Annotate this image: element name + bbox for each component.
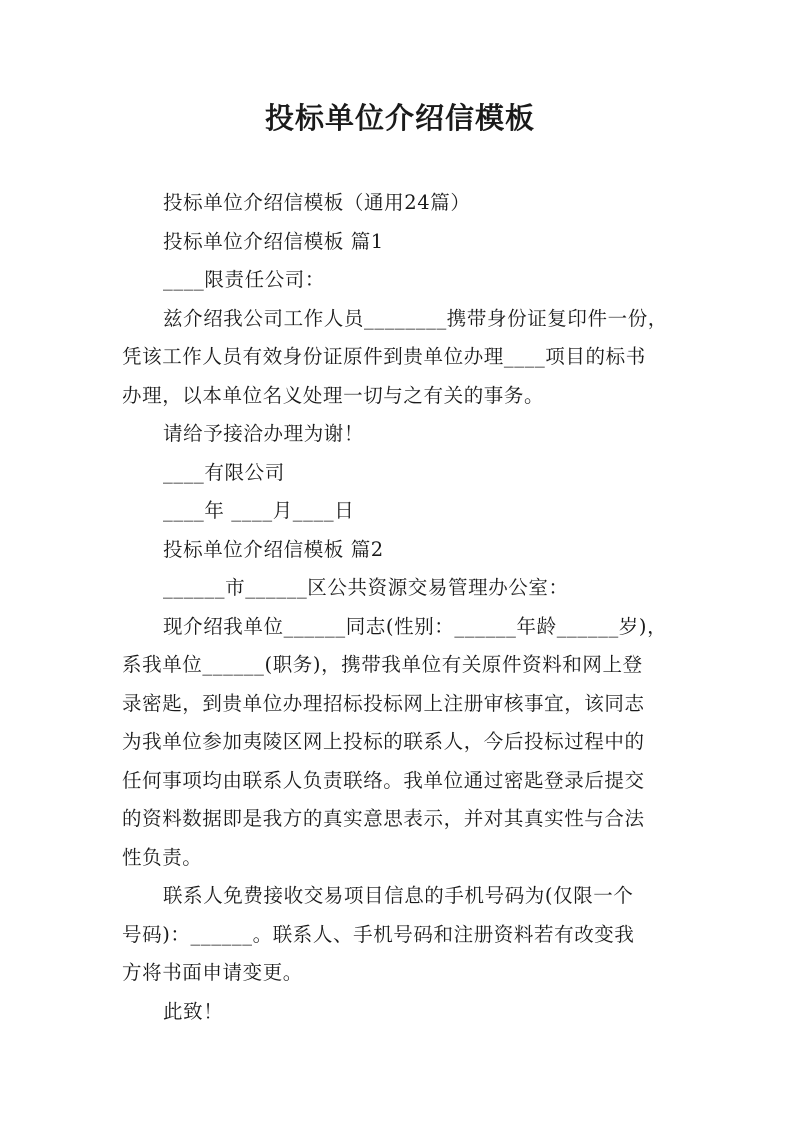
- paragraph-line: 请给予接洽办理为谢！: [163, 422, 365, 445]
- paragraph-line: 为我单位参加夷陵区网上投标的联系人，今后投标过程中的: [122, 730, 645, 753]
- paragraph-line: 兹介绍我公司工作人员________携带身份证复印件一份，: [163, 306, 668, 330]
- paragraph-line: 号码)：______。联系人、手机号码和注册资料若有改变我: [122, 922, 635, 946]
- paragraph-line: ____有限公司: [163, 460, 285, 484]
- paragraph-line: 凭该工作人员有效身份证原件到贵单位办理____项目的标书: [122, 345, 646, 368]
- paragraph-line: ______市______区公共资源交易管理办公室：: [163, 576, 569, 599]
- paragraph-line: 系我单位______(职务)，携带我单位有关原件资料和网上登: [122, 653, 643, 676]
- paragraph-line: 方将书面申请变更。: [122, 961, 303, 984]
- paragraph-line: 现介绍我单位______同志(性别：______年龄______岁)，: [163, 614, 668, 638]
- paragraph-line: ____年 ____月____日: [163, 499, 355, 522]
- document-body: [122, 184, 692, 1031]
- paragraph-line: 办理，以本单位名义处理一切与之有关的事务。: [122, 383, 545, 407]
- paragraph-line: 的资料数据即是我方的真实意思表示，并对其真实性与合法: [122, 807, 645, 830]
- paragraph-line: 投标单位介绍信模板 篇2: [163, 537, 384, 561]
- document-title: 投标单位介绍信模板: [264, 101, 535, 135]
- paragraph-line: 任何事项均由联系人负责联络。我单位通过密匙登录后提交: [122, 768, 645, 792]
- paragraph-line: 联系人免费接收交易项目信息的手机号码为(仅限一个: [163, 884, 634, 907]
- paragraph-line: 性负责。: [122, 845, 203, 869]
- paragraph-line: ____限责任公司：: [163, 268, 325, 291]
- paragraph-line: 投标单位介绍信模板（通用24篇）: [163, 191, 471, 214]
- paragraph-line: 投标单位介绍信模板 篇1: [163, 229, 384, 253]
- paragraph-line: 此致！: [163, 999, 224, 1023]
- paragraph-line: 录密匙，到贵单位办理招标投标网上注册审核事宜，该同志: [122, 691, 645, 715]
